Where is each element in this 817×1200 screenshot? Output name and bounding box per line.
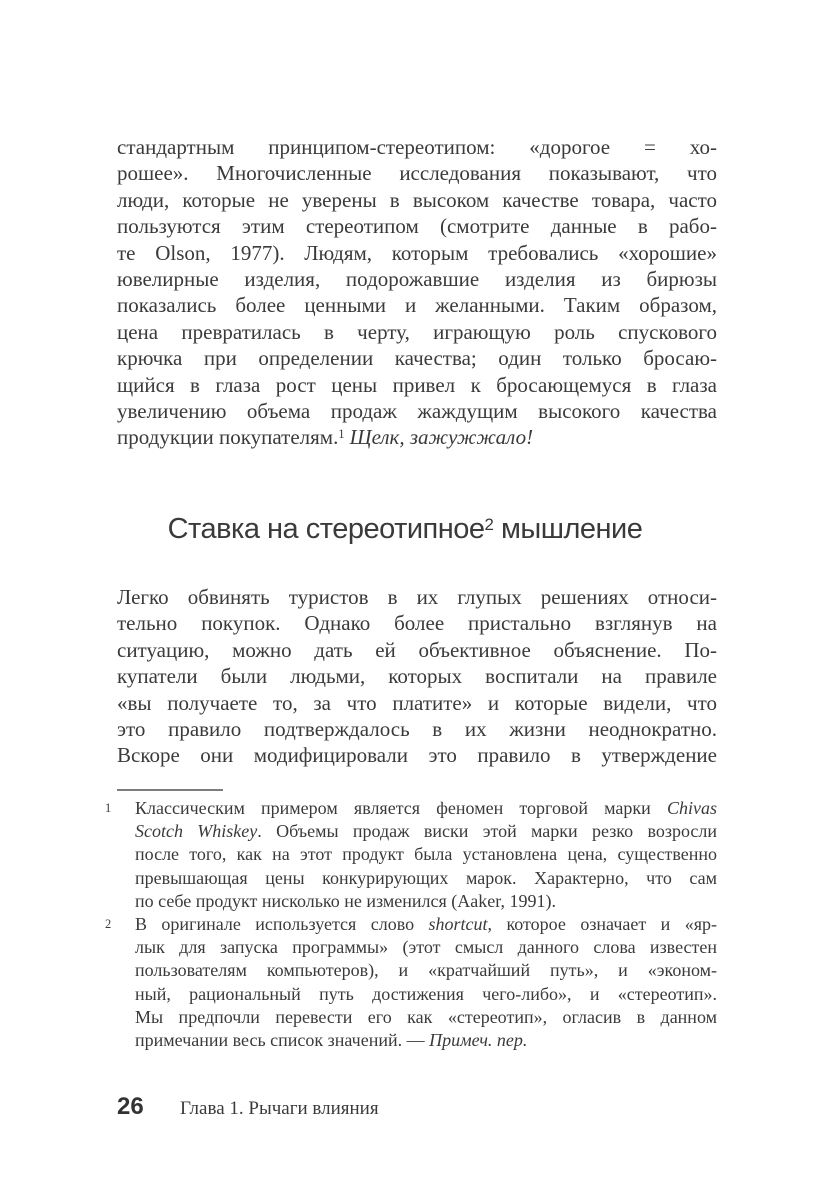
text-line — [117, 240, 717, 266]
superscript-reference: 1 — [338, 427, 345, 442]
text-segment: Ставка на стереотипное — [167, 513, 485, 545]
text-line — [117, 663, 717, 689]
text-segment: купатели были людьми, которых воспитали на правиле — [117, 664, 717, 689]
text-segment: лык для запуска программы» (этот смысл данного слова известен — [135, 937, 717, 958]
text-segment: Scotch Whiskey — [135, 821, 258, 842]
text-line — [117, 345, 717, 371]
text-line — [135, 1029, 717, 1052]
page-content — [105, 0, 717, 1200]
text-line — [117, 690, 717, 716]
text-line — [135, 820, 717, 843]
text-segment: Мы предпочли перевести его как «стереотип», огласив в данном — [135, 1006, 717, 1027]
text-line — [135, 843, 717, 866]
text-segment: , которое означает и «яр- — [487, 914, 717, 934]
text-line — [117, 134, 717, 160]
text-line — [135, 936, 717, 959]
footnote-1-text — [135, 797, 717, 913]
text-segment: после того, как на этот продукт была установлена цена, существенно — [135, 844, 717, 865]
text-segment: цена превратилась в черту, играющую роль спускового — [117, 319, 717, 344]
text-line — [117, 716, 717, 742]
text-segment: пользователям компьютеров), и «кратчайший путь», и «эконом- — [135, 960, 717, 981]
text-line — [135, 867, 717, 890]
chapter-title: Глава 1. Рычаги влияния — [180, 1098, 379, 1119]
text-line — [117, 160, 717, 186]
text-line — [135, 983, 717, 1006]
text-line — [117, 292, 717, 318]
text-segment: Примеч. пер. — [429, 1030, 528, 1051]
text-line — [135, 1006, 717, 1029]
text-segment: превышающая цены конкурирующих марок. Характерно, что сам — [135, 867, 717, 888]
text-segment: увеличению объема продаж жаждущим высокого качества — [117, 399, 717, 424]
text-segment: Легко обвинять туристов в их глупых решениях относи- — [117, 585, 717, 609]
text-line — [117, 372, 717, 398]
text-line — [117, 398, 717, 424]
paragraph-price-stereotype — [117, 134, 717, 451]
footnote-1-marker: 1 — [105, 801, 112, 815]
footnote-2-marker: 2 — [105, 917, 112, 931]
text-line — [117, 266, 717, 292]
text-segment: Щелк, зажужжало! — [349, 425, 534, 450]
text-segment: «вы получаете то, за что платите» и которые видели, что — [117, 690, 717, 715]
text-line — [117, 187, 717, 213]
text-segment: щийся в глаза рост цены привел к бросающемуся в глаза — [117, 372, 717, 397]
text-segment: стандартным принципом-стереотипом: «дорогое = хо- — [117, 135, 717, 159]
superscript-reference: 2 — [484, 514, 494, 534]
text-segment: мышление — [493, 513, 643, 545]
text-line — [135, 959, 717, 982]
text-segment: крючка при определении качества; один только бросаю- — [117, 346, 717, 371]
text-line — [117, 742, 717, 768]
text-segment: те Olson, 1977). Людям, которым требовались «хорошие» — [117, 240, 717, 265]
text-segment: . Объемы продаж виски этой марки резко возросли — [257, 821, 717, 842]
footnote-2 — [105, 913, 717, 1052]
text-segment: рошее». Многочисленные исследования показывают, что — [117, 161, 717, 186]
page-number: 26 — [117, 1093, 144, 1120]
text-line — [135, 913, 717, 936]
text-segment: ситуацию, можно дать ей объективное объяснение. По- — [117, 637, 717, 662]
footnote-2-text — [135, 913, 717, 1052]
text-segment: примечании весь список значений. — — [135, 1030, 430, 1051]
footnote-separator-rule — [117, 789, 223, 791]
paragraph-tourists — [117, 584, 717, 769]
text-line — [117, 424, 717, 450]
text-segment: это правило подтверждалось в их жизни неоднократно. — [117, 717, 717, 742]
page-footer — [117, 1093, 717, 1121]
text-line — [117, 213, 717, 239]
text-segment: В оригинале используется слово — [135, 914, 429, 934]
text-line — [135, 797, 717, 820]
text-segment: Chivas — [666, 798, 717, 818]
section-heading — [105, 506, 705, 552]
text-segment: показались более ценными и желанными. Таким образом, — [117, 293, 717, 318]
text-segment: продукции покупателям. — [117, 425, 339, 450]
text-segment: ный, рациональный путь достижения чего-либо», и «стереотип». — [135, 983, 717, 1004]
text-segment: пользуются этим стереотипом (смотрите данные в рабо- — [117, 214, 717, 239]
text-segment: ювелирные изделия, подорожавшие изделия из бирюзы — [117, 267, 717, 292]
text-line — [117, 319, 717, 345]
text-segment: тельно покупок. Однако более пристально взглянув на — [117, 611, 717, 636]
text-segment: Вскоре они модифицировали это правило в утверждение — [117, 743, 717, 768]
text-line — [117, 610, 717, 636]
text-segment: shortcut — [428, 914, 488, 934]
text-line — [117, 637, 717, 663]
text-segment: по себе продукт нисколько не изменился (Aaker, 1991). — [135, 890, 557, 911]
text-line — [135, 890, 717, 913]
text-segment: Классическим примером является феномен торговой марки — [135, 798, 667, 818]
footnote-1 — [105, 797, 717, 913]
text-line — [117, 584, 717, 610]
text-segment: люди, которые не уверены в высоком качестве товара, часто — [117, 187, 717, 212]
